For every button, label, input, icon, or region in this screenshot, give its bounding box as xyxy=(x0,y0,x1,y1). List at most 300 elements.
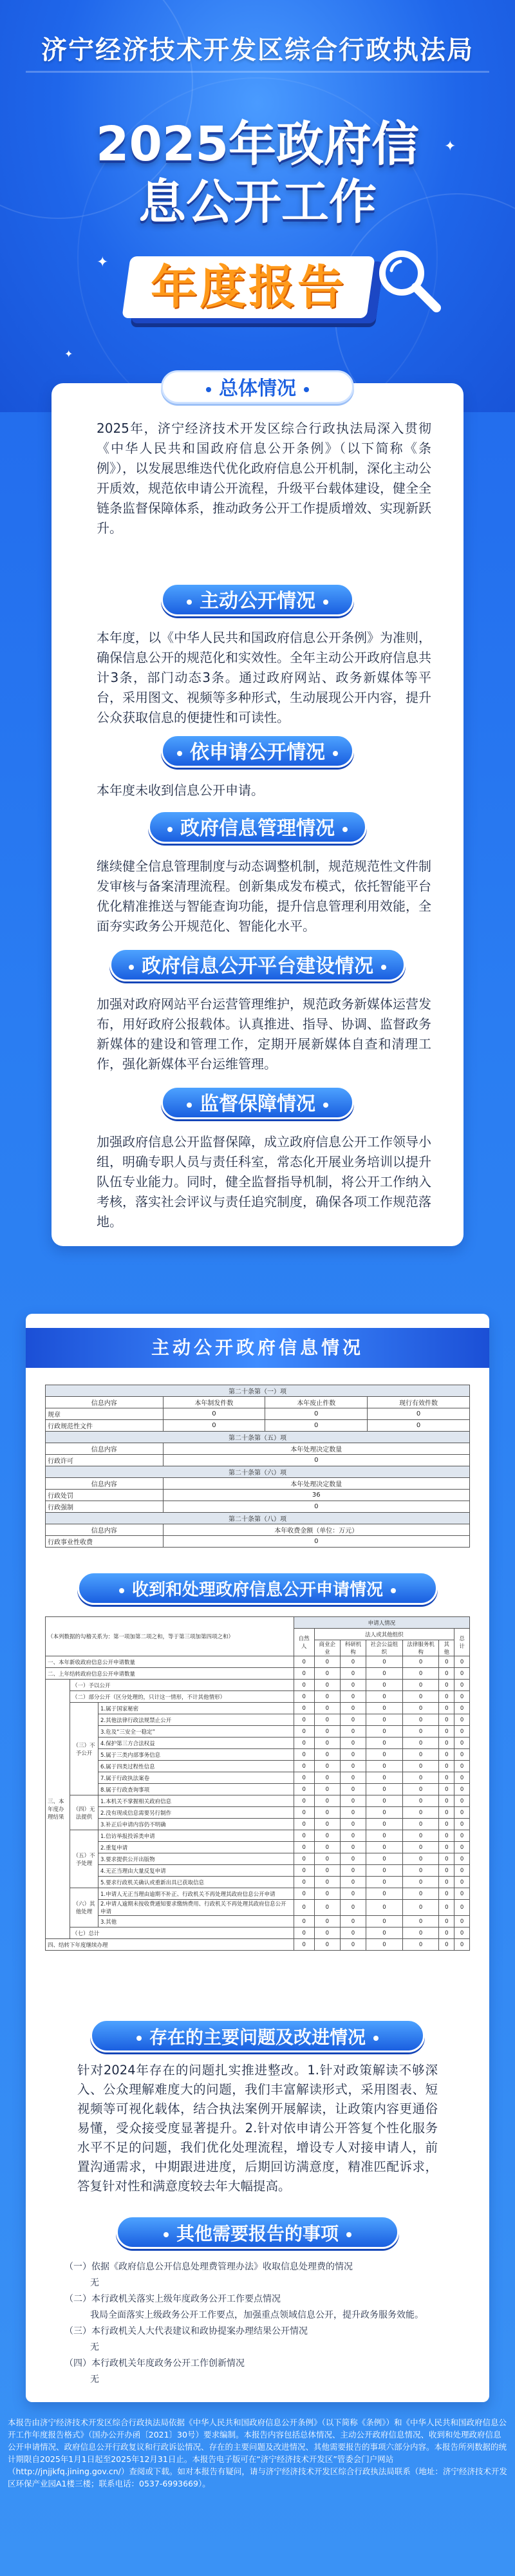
table-header: 自然人 xyxy=(294,1629,314,1656)
table-cell: 0 xyxy=(439,1819,454,1830)
table-cell: 0 xyxy=(454,1916,470,1927)
table-cell: 0 xyxy=(402,1714,439,1726)
table-cell: 0 xyxy=(366,1738,403,1749)
table-cell: 0 xyxy=(294,1656,314,1668)
table-cell: 0 xyxy=(340,1877,366,1888)
table-cell: 0 xyxy=(439,1807,454,1819)
table-cell: 0 xyxy=(314,1916,340,1927)
table-corner-note: （本列数据的勾稽关系为：第一项加第二项之和，等于第三项加第四项之和） xyxy=(46,1617,294,1656)
table-cell: 0 xyxy=(340,1900,366,1916)
table-cell: 0 xyxy=(439,1726,454,1738)
table-cell: 0 xyxy=(439,1749,454,1761)
table-row-label: 4.无正当理由大量反复申请 xyxy=(98,1865,294,1877)
table-cell: 0 xyxy=(314,1772,340,1784)
table-cell: 0 xyxy=(366,1668,403,1680)
table-cell: 0 xyxy=(366,1842,403,1853)
table-header: 法人或其他组织 xyxy=(314,1629,454,1640)
table-row-label: 5.属于三类内部事务信息 xyxy=(98,1749,294,1761)
table-cell: 0 xyxy=(454,1761,470,1772)
table-cell: 0 xyxy=(366,1877,403,1888)
table-cell: 0 xyxy=(294,1830,314,1842)
table-cell: 0 xyxy=(294,1761,314,1772)
table-cell: 0 xyxy=(454,1939,470,1951)
table-cell: 0 xyxy=(368,1420,470,1432)
table-cell: 0 xyxy=(314,1865,340,1877)
table-cell: 0 xyxy=(340,1830,366,1842)
table-row-label: 6.属于四类过程性信息 xyxy=(98,1761,294,1772)
table-cell: 0 xyxy=(340,1784,366,1795)
table-cell: 0 xyxy=(402,1865,439,1877)
table-subgroup-label: （六）其他处理 xyxy=(70,1888,98,1927)
table-cell: 0 xyxy=(366,1795,403,1807)
table-cell: 0 xyxy=(314,1888,340,1900)
table-cell: 0 xyxy=(366,1761,403,1772)
table-cell: 0 xyxy=(439,1703,454,1714)
table-cell: 0 xyxy=(454,1680,470,1691)
table-cell: 0 xyxy=(340,1842,366,1853)
table-cell: 0 xyxy=(366,1714,403,1726)
table-cell: 0 xyxy=(163,1455,469,1466)
table-cell: 0 xyxy=(340,1761,366,1772)
overview-text: 2025年，济宁经济技术开发区综合行政执法局深入贯彻《中华人民共和国政府信息公开条例》（以下简称《条例》），以发展思维迭代优化政府信息公开机制，深化主动公开质效，规范依申请公开流程，升级平台载体建设，健全全链条监督保障体系，推动政务公开工作提质增效、实现新跃升。 xyxy=(97,421,431,536)
annual-report-badge: 年度报告 xyxy=(150,260,346,314)
table-cell: 0 xyxy=(163,1408,265,1420)
table-section-title: 第二十条第（一）项 xyxy=(46,1385,470,1397)
table-row-label: 2.其他法律行政法规禁止公开 xyxy=(98,1714,294,1726)
proactive-disclosure-table xyxy=(45,1385,470,1548)
table-cell: 0 xyxy=(402,1842,439,1853)
table-cell: 0 xyxy=(402,1807,439,1819)
table-cell: 0 xyxy=(402,1916,439,1927)
table-cell: 0 xyxy=(294,1916,314,1927)
table-cell: 0 xyxy=(340,1939,366,1951)
table-cell: 0 xyxy=(340,1726,366,1738)
table-cell: 0 xyxy=(439,1668,454,1680)
table-cell: 0 xyxy=(439,1916,454,1927)
table-row xyxy=(46,1501,470,1513)
table-cell: 0 xyxy=(454,1703,470,1714)
table-cell: 0 xyxy=(294,1784,314,1795)
table-header: 信息内容 xyxy=(46,1397,164,1408)
table-cell: 0 xyxy=(314,1939,340,1951)
table-cell: 0 xyxy=(366,1680,403,1691)
table-cell: 0 xyxy=(294,1726,314,1738)
section-title-supervision: 监督保障情况 xyxy=(161,1086,354,1119)
table-cell: 行政规范性文件 xyxy=(46,1420,164,1432)
table-row xyxy=(46,1927,470,1939)
table-cell: 0 xyxy=(439,1842,454,1853)
table-cell: 0 xyxy=(402,1668,439,1680)
table-group-label: 三、本年度办理结果 xyxy=(46,1680,70,1939)
table-row xyxy=(46,1807,470,1819)
divider xyxy=(26,71,489,73)
table-cell: 0 xyxy=(340,1691,366,1703)
table-cell: 0 xyxy=(454,1807,470,1819)
table-cell: 0 xyxy=(366,1900,403,1916)
table-cell: 0 xyxy=(294,1853,314,1865)
table-cell: 0 xyxy=(454,1714,470,1726)
table-cell: 0 xyxy=(454,1865,470,1877)
table-cell: 0 xyxy=(366,1772,403,1784)
table-cell: 0 xyxy=(340,1668,366,1680)
table-row xyxy=(46,1772,470,1784)
table-cell: 0 xyxy=(340,1738,366,1749)
table-row xyxy=(46,1865,470,1877)
table-header: 本年处理决定数量 xyxy=(163,1478,469,1490)
table-row-label: （七）总计 xyxy=(70,1927,294,1939)
table-row xyxy=(46,1420,470,1432)
table-row xyxy=(46,1761,470,1772)
table-cell: 0 xyxy=(340,1927,366,1939)
main-title-line2: 息公开工作 xyxy=(138,175,377,230)
table-cell: 0 xyxy=(402,1680,439,1691)
magnifier-icon xyxy=(373,245,444,316)
table-cell: 0 xyxy=(294,1939,314,1951)
table-cell: 0 xyxy=(366,1939,403,1951)
table-cell: 0 xyxy=(366,1691,403,1703)
table-cell: 0 xyxy=(314,1714,340,1726)
table-cell: 0 xyxy=(294,1865,314,1877)
table-subgroup-label: （五）不予处理 xyxy=(70,1830,98,1888)
header-banner xyxy=(0,0,515,412)
table-row xyxy=(46,1455,470,1466)
table-cell: 0 xyxy=(402,1726,439,1738)
main-title-line1: 2025年政府信 xyxy=(96,117,419,172)
table-row xyxy=(46,1916,470,1927)
table-cell: 0 xyxy=(454,1772,470,1784)
table-row xyxy=(46,1795,470,1807)
table-cell: 0 xyxy=(439,1738,454,1749)
table-cell: 0 xyxy=(402,1738,439,1749)
table-row-label: 3.要求提供公开出版物 xyxy=(98,1853,294,1865)
table-cell: 0 xyxy=(314,1853,340,1865)
table-cell: 0 xyxy=(439,1939,454,1951)
table-cell: 0 xyxy=(366,1916,403,1927)
table-cell: 0 xyxy=(314,1738,340,1749)
table-row xyxy=(46,1726,470,1738)
table-cell: 0 xyxy=(454,1656,470,1668)
table-cell: 0 xyxy=(402,1927,439,1939)
table-row-label: 四、结转下年度继续办理 xyxy=(46,1939,294,1951)
table-cell: 0 xyxy=(294,1927,314,1939)
table-cell: 0 xyxy=(163,1501,469,1513)
table-cell: 0 xyxy=(454,1830,470,1842)
table-cell: 0 xyxy=(265,1408,368,1420)
table-cell: 0 xyxy=(402,1795,439,1807)
table-header: 本年制发件数 xyxy=(163,1397,265,1408)
table-section-title: 第二十条第（六）项 xyxy=(46,1466,470,1478)
table-row-label: （二）部分公开（区分处理的，只计这一情形，不计其他情形） xyxy=(70,1691,294,1703)
table-row xyxy=(46,1784,470,1795)
table-cell: 0 xyxy=(402,1830,439,1842)
table-row xyxy=(46,1842,470,1853)
table-cell: 0 xyxy=(454,1853,470,1865)
section-title-by-request: 依申请公开情况 xyxy=(161,734,354,768)
table-cell: 0 xyxy=(366,1703,403,1714)
table-cell: 0 xyxy=(454,1738,470,1749)
table-cell: 0 xyxy=(294,1668,314,1680)
table-row-label: 2.申请人逾期未按收费通知要求缴纳费用、行政机关不再处理其政府信息公开申请 xyxy=(98,1900,294,1916)
table-header: 社会公益组织 xyxy=(366,1640,403,1656)
other-item: 无 xyxy=(90,2278,99,2288)
table-row-label: 3.危及“三安全一稳定” xyxy=(98,1726,294,1738)
table-cell: 0 xyxy=(314,1795,340,1807)
table-row xyxy=(46,1408,470,1420)
table-row-label: （一）予以公开 xyxy=(70,1680,294,1691)
table-cell: 0 xyxy=(314,1761,340,1772)
other-item: 无 xyxy=(90,2342,99,2353)
table-cell: 0 xyxy=(366,1888,403,1900)
table-cell: 36 xyxy=(163,1490,469,1501)
table-cell: 0 xyxy=(314,1691,340,1703)
platform-text: 加强对政府网站平台运营管理维护，规范政务新媒体运营发布，用好政府公报载体。认真推进、指导、协调、监督政务新媒体的建设和管理工作，定期开展新媒体自查和清理工作，强化新媒体平台运维管理。 xyxy=(97,996,431,1072)
table-row-label: 1.信访举报投诉类申请 xyxy=(98,1830,294,1842)
table-cell: 0 xyxy=(366,1927,403,1939)
table-cell: 0 xyxy=(340,1807,366,1819)
table-row xyxy=(46,1656,470,1668)
table-row xyxy=(46,1877,470,1888)
table-cell: 0 xyxy=(454,1691,470,1703)
table-cell: 0 xyxy=(314,1668,340,1680)
table-row-label: 一、本年新收政府信息公开申请数量 xyxy=(46,1656,294,1668)
section-title-platform: 政府信息公开平台建设情况 xyxy=(109,948,406,981)
table-cell: 0 xyxy=(294,1749,314,1761)
table-cell: 0 xyxy=(340,1888,366,1900)
table-cell: 0 xyxy=(314,1784,340,1795)
table-cell: 0 xyxy=(439,1691,454,1703)
requests-table xyxy=(45,1616,470,1951)
table-cell: 0 xyxy=(340,1819,366,1830)
table-cell: 0 xyxy=(402,1761,439,1772)
table-cell: 0 xyxy=(294,1900,314,1916)
table-cell: 0 xyxy=(314,1749,340,1761)
table-cell: 0 xyxy=(402,1703,439,1714)
table-header: 商业企业 xyxy=(314,1640,340,1656)
table-header: 信息内容 xyxy=(46,1478,164,1490)
other-item: （一）依据《政府信息公开信息处理费管理办法》收取信息处理费的情况 xyxy=(64,2262,353,2272)
table-cell: 0 xyxy=(314,1900,340,1916)
table-cell: 0 xyxy=(402,1819,439,1830)
table-cell: 0 xyxy=(454,1927,470,1939)
table-cell: 0 xyxy=(366,1726,403,1738)
table-cell: 0 xyxy=(314,1877,340,1888)
table-cell: 0 xyxy=(294,1680,314,1691)
table-cell: 0 xyxy=(439,1656,454,1668)
table-cell: 0 xyxy=(294,1842,314,1853)
section-title-overview: 总体情况 xyxy=(161,370,354,404)
other-item: 无 xyxy=(90,2374,99,2385)
table-row-label: 1.属于国家秘密 xyxy=(98,1703,294,1714)
other-item: （三）本行政机关人大代表建议和政协提案办理结果公开情况 xyxy=(64,2326,308,2336)
table-cell: 0 xyxy=(454,1900,470,1916)
table-cell: 0 xyxy=(402,1853,439,1865)
table-cell: 0 xyxy=(366,1807,403,1819)
table-header: 其他 xyxy=(439,1640,454,1656)
sparkle-icon: ✦ xyxy=(97,254,109,270)
table-cell: 0 xyxy=(454,1749,470,1761)
other-item: （二）本行政机关落实上级年度政务公开工作要点情况 xyxy=(64,2294,281,2304)
table-cell: 0 xyxy=(340,1714,366,1726)
table-row-label: 4.保护第三方合法权益 xyxy=(98,1738,294,1749)
table-header: 申请人情况 xyxy=(294,1617,469,1629)
table-row xyxy=(46,1830,470,1842)
table-cell: 0 xyxy=(454,1877,470,1888)
table-row xyxy=(46,1738,470,1749)
table-cell: 0 xyxy=(314,1927,340,1939)
table-cell: 0 xyxy=(439,1888,454,1900)
table-cell: 0 xyxy=(454,1784,470,1795)
other-items xyxy=(64,2259,451,2388)
table-cell: 0 xyxy=(340,1656,366,1668)
table-row xyxy=(46,1536,470,1548)
table-cell: 0 xyxy=(366,1830,403,1842)
table-header: 本年收费金额（单位：万元） xyxy=(163,1524,469,1536)
table-row-label: 2.重复申请 xyxy=(98,1842,294,1853)
table-header: 本年废止件数 xyxy=(265,1397,368,1408)
table-cell: 0 xyxy=(314,1830,340,1842)
table-cell: 0 xyxy=(439,1795,454,1807)
table-header: 信息内容 xyxy=(46,1524,164,1536)
table-row xyxy=(46,1853,470,1865)
table-row xyxy=(46,1490,470,1501)
table-row xyxy=(46,1680,470,1691)
table-cell: 0 xyxy=(439,1927,454,1939)
table-row-label: 3.补正后申请内容仍不明确 xyxy=(98,1819,294,1830)
table-cell: 0 xyxy=(368,1408,470,1420)
table-cell: 0 xyxy=(366,1784,403,1795)
table-cell: 0 xyxy=(402,1656,439,1668)
table-cell: 0 xyxy=(294,1691,314,1703)
table-cell: 0 xyxy=(439,1761,454,1772)
table-cell: 0 xyxy=(314,1807,340,1819)
table-cell: 0 xyxy=(402,1939,439,1951)
table-cell: 0 xyxy=(439,1853,454,1865)
table-row-label: 二、上年结转政府信息公开申请数量 xyxy=(46,1668,294,1680)
table-cell: 0 xyxy=(314,1703,340,1714)
footer-note: 本报告由济宁经济技术开发区综合行政执法局依据《中华人民共和国政府信息公开条例》（以下简称《条例》）和《中华人民共和国政府信息公开工作年度报告格式》（国办公开办函〔2021〕30号）要求编制。本报告内容包括总体情况、主动公开政府信息情况、收到和处理政府信息公开申请情况、政府信息公开行政复议和行政诉讼情况、存在的主要问题及改进情况、其他需要报告的事项六部分内容。本报告所列数据的统计期限自2025年1月1日起至2025年12月31日止。本报告电子版可在“济宁经济技术开发区”管委会门户网站（http://jnjjkfq.jining.gov.cn/）查阅或下载。如对本报告有疑问，请与济宁经济技术开发区综合行政执法局联系（地址：济宁经济技术开发区环保产业园A1楼三楼；联系电话：0537-6993669）。 xyxy=(8,2418,507,2488)
table-cell: 0 xyxy=(340,1680,366,1691)
table-cell: 0 xyxy=(294,1819,314,1830)
sparkle-icon: ✦ xyxy=(444,138,456,155)
other-item: 我局全面落实上级政务公开工作要点，加强重点领域信息公开，提升政务服务效能。 xyxy=(90,2310,424,2320)
table-row-label: 2.没有现成信息需要另行制作 xyxy=(98,1807,294,1819)
table-cell: 0 xyxy=(294,1877,314,1888)
table-cell: 0 xyxy=(314,1680,340,1691)
table-cell: 0 xyxy=(454,1842,470,1853)
table-cell: 0 xyxy=(163,1420,265,1432)
table-cell: 0 xyxy=(294,1888,314,1900)
table-cell: 0 xyxy=(454,1819,470,1830)
table1-banner: 主动公开政府信息情况 xyxy=(26,1328,489,1368)
table-cell: 0 xyxy=(340,1795,366,1807)
table-cell: 0 xyxy=(439,1900,454,1916)
table-cell: 0 xyxy=(454,1726,470,1738)
table-cell: 0 xyxy=(402,1784,439,1795)
table-cell: 0 xyxy=(340,1749,366,1761)
table-row-label: 7.属于行政执法案卷 xyxy=(98,1772,294,1784)
table-cell: 0 xyxy=(439,1680,454,1691)
table-cell: 0 xyxy=(265,1420,368,1432)
table-row xyxy=(46,1703,470,1714)
table-row-label: 3.其他 xyxy=(98,1916,294,1927)
management-text: 继续健全信息管理制度与动态调整机制，规范规范性文件制发审核与备案清理流程。创新集成发布模式，依托智能平台优化精准推送与智能查询功能，提升信息管理利用效能，全面夯实政务公开规范化、智能化水平。 xyxy=(97,858,431,934)
table-cell: 0 xyxy=(402,1691,439,1703)
table-header: 法律服务机构 xyxy=(402,1640,439,1656)
table-cell: 0 xyxy=(294,1703,314,1714)
table-cell: 0 xyxy=(366,1749,403,1761)
table-cell: 0 xyxy=(454,1795,470,1807)
table-cell: 0 xyxy=(294,1772,314,1784)
table-row-label: 1.本机关不掌握相关政府信息 xyxy=(98,1795,294,1807)
table-cell: 0 xyxy=(439,1865,454,1877)
table-cell: 0 xyxy=(340,1853,366,1865)
sparkle-icon: ✦ xyxy=(64,348,73,360)
table-cell: 0 xyxy=(402,1772,439,1784)
table-row-label: 1.申请人无正当理由逾期不补正、行政机关不再处理其政府信息公开申请 xyxy=(98,1888,294,1900)
other-item: （四）本行政机关年度政务公开工作创新情况 xyxy=(64,2358,245,2369)
table-cell: 0 xyxy=(340,1916,366,1927)
table-row xyxy=(46,1668,470,1680)
table-cell: 0 xyxy=(294,1738,314,1749)
table-cell: 0 xyxy=(340,1772,366,1784)
table-row xyxy=(46,1939,470,1951)
section-title-requests: 收到和处理政府信息公开申请情况 xyxy=(77,1571,438,1605)
table-row xyxy=(46,1749,470,1761)
supervision-text: 加强政府信息公开监督保障，成立政府信息公开工作领导小组，明确专职人员与责任科室，常态化开展业务培训以提升队伍专业能力。同时，健全监督指导机制，将公开工作纳入考核，落实社会评议与责任追究制度，确保各项工作规范落地。 xyxy=(97,1134,431,1229)
table-cell: 0 xyxy=(163,1536,469,1548)
table-cell: 0 xyxy=(366,1853,403,1865)
table-cell: 0 xyxy=(294,1795,314,1807)
table-header: 信息内容 xyxy=(46,1443,164,1455)
table-cell: 行政事业性收费 xyxy=(46,1536,164,1548)
table-header: 总计 xyxy=(454,1629,470,1656)
section-title-problems: 存在的主要问题及改进情况 xyxy=(90,2019,425,2052)
problems-text: 针对2024年存在的问题扎实推进整改。1.针对政策解读不够深入、公众理解难度大的问题，我们丰富解读形式，采用图表、短视频等可视化载体，结合执法案例开展解读，让政策内容更通俗易懂，受众接受度显著提升。2.针对依申请公开答复个性化服务水平不足的问题，我们优化处理流程，增设专人对接申请人，前置沟通需求，中期跟进进度，后期回访满意度，精准匹配诉求，答复针对性和满意度较去年大幅提高。 xyxy=(77,2063,438,2193)
proactive-text: 本年度，以《中华人民共和国政府信息公开条例》为准则，确保信息公开的规范化和实效性。全年主动公开政府信息共计3条，部门动态3条。通过政府网站、政务新媒体等平台，采用图文、视频等多种形式，生动展现公开内容，提升公众获取信息的便捷性和可读性。 xyxy=(97,630,431,725)
table-row xyxy=(46,1691,470,1703)
table-subgroup-label: （四）无法提供 xyxy=(70,1795,98,1830)
table-row-label: 8.属于行政查询事项 xyxy=(98,1784,294,1795)
table-subgroup-label: （三）不予公开 xyxy=(70,1703,98,1795)
section-title-proactive: 主动公开情况 xyxy=(161,583,354,616)
table-cell: 0 xyxy=(439,1772,454,1784)
table-cell: 0 xyxy=(294,1714,314,1726)
table-cell: 行政强制 xyxy=(46,1501,164,1513)
table-header: 现行有效件数 xyxy=(368,1397,470,1408)
bureau-name: 济宁经济技术开发区综合行政执法局 xyxy=(41,35,474,65)
table-cell: 0 xyxy=(402,1888,439,1900)
table-cell: 行政处罚 xyxy=(46,1490,164,1501)
table-header: 科研机构 xyxy=(340,1640,366,1656)
table-header: 本年处理决定数量 xyxy=(163,1443,469,1455)
table-cell: 0 xyxy=(294,1807,314,1819)
table-cell: 0 xyxy=(366,1656,403,1668)
table-section-title: 第二十条第（八）项 xyxy=(46,1513,470,1524)
table-row xyxy=(46,1888,470,1900)
table-cell: 0 xyxy=(454,1668,470,1680)
table-cell: 0 xyxy=(454,1888,470,1900)
table-row xyxy=(46,1819,470,1830)
table-cell: 规章 xyxy=(46,1408,164,1420)
by-request-text: 本年度未收到信息公开申请。 xyxy=(97,782,264,798)
table-cell: 0 xyxy=(314,1842,340,1853)
section-title-other: 其他需要报告的事项 xyxy=(116,2215,399,2249)
table-cell: 0 xyxy=(314,1819,340,1830)
table-row xyxy=(46,1900,470,1916)
table-cell: 0 xyxy=(402,1877,439,1888)
table-cell: 行政许可 xyxy=(46,1455,164,1466)
table-cell: 0 xyxy=(439,1784,454,1795)
